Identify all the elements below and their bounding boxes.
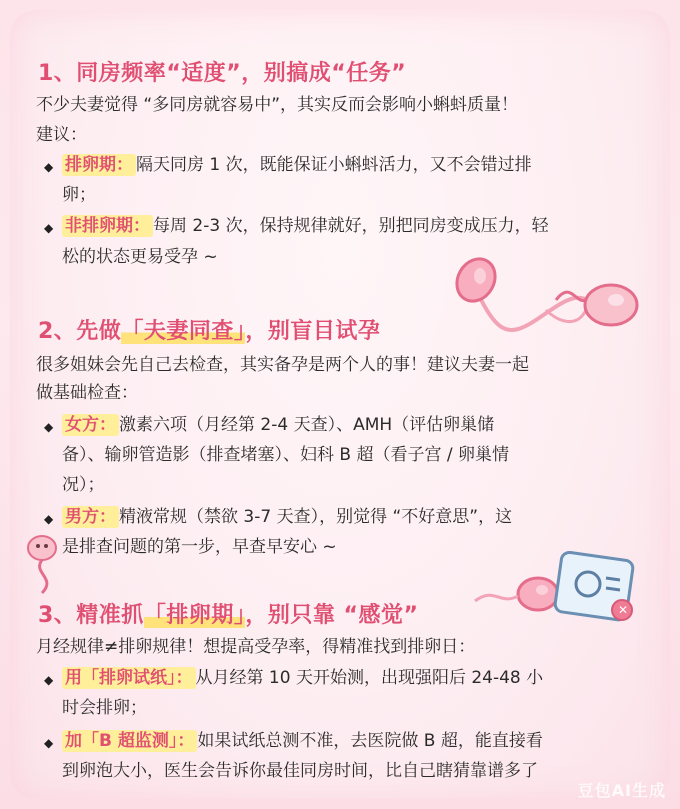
section3-title: [38, 598, 418, 629]
section2-item-male: [62, 502, 652, 532]
bullet-icon: ◆: [44, 673, 54, 687]
section2-intro-line1: 很多姐妹会先自己去检查，其实备孕是两个人的事！建议夫妻一起: [36, 355, 529, 375]
clipboard-chart-icon: [548, 548, 638, 628]
section2-title-prefix: 2、先做: [38, 319, 122, 344]
item-text: 从月经第 10 天开始测，出现强阳后 24-48 小: [195, 668, 544, 688]
section2-item-female-cont1: 备）、输卵管造影（排查堵塞）、妇科 B 超（看子宫 / 卵巢情: [62, 445, 510, 465]
section3-item-test-strip-cont: 时会排卵；: [62, 698, 147, 718]
section1-advice-label: 建议：: [36, 125, 87, 145]
sperm-illustration-left: [12, 528, 82, 598]
section1-item-ovulation-cont: 卵；: [62, 185, 96, 205]
sperm-illustration-top: [436, 250, 646, 360]
section3-intro: 月经规律≠排卵规律！想提高受孕率，得精准找到排卵日：: [36, 637, 476, 657]
section2-intro-line2: 做基础检查：: [36, 383, 138, 403]
section2-title-highlight: 「夫妻同查」: [121, 319, 246, 344]
section3-title-suffix: ，别只靠 “感觉”: [245, 603, 419, 628]
section1-item-non-ovulation-cont: 松的状态更易受孕 ~: [62, 247, 218, 267]
term-highlight: 加「B 超监测」：: [62, 730, 197, 752]
section2-title: [38, 314, 380, 345]
section1-item-ovulation: [62, 150, 652, 180]
ai-generated-watermark: 豆包AI生成: [577, 781, 666, 800]
bullet-icon: ◆: [44, 420, 54, 434]
item-text: 精液常规（禁欲 3-7 天查），别觉得 “不好意思”，这: [119, 507, 513, 527]
item-text: 如果试纸总测不准，去医院做 B 超，能直接看: [197, 731, 543, 751]
section3-item-ultrasound-cont: 到卵泡大小，医生会告诉你最佳同房时间，比自己瞎猜靠谱多了: [62, 761, 538, 781]
section1-title-quote: “适度”: [166, 61, 242, 86]
term-highlight: 排卵期：: [62, 154, 136, 176]
section2-item-female-cont2: 况）；: [62, 475, 105, 495]
section3-item-ultrasound: [62, 726, 662, 756]
term-highlight: 男方：: [62, 506, 119, 528]
section1-item-non-ovulation: [62, 211, 662, 241]
section1-title-suffix: ，别搞成“任务”: [241, 61, 407, 86]
item-text: 隔天同房 1 次，既能保证小蝌蚪活力，又不会错过排: [136, 155, 532, 175]
section2-title-suffix: ，别盲目试孕: [245, 319, 381, 344]
section3-title-prefix: 3、精准抓: [38, 603, 144, 628]
section1-title: [38, 56, 406, 87]
section1-title-prefix: 1、同房频率: [38, 61, 167, 86]
bullet-icon: ◆: [44, 736, 54, 750]
section2-item-female: [62, 410, 652, 440]
section2-item-male-cont: 是排查问题的第一步，早查早安心 ~: [62, 537, 337, 557]
bullet-icon: ◆: [44, 160, 54, 174]
item-text: 激素六项（月经第 2-4 天查）、AMH（评估卵巢储: [119, 415, 495, 435]
section1-intro: 不少夫妻觉得 “多同房就容易中”，其实反而会影响小蝌蚪质量！: [36, 95, 519, 115]
bullet-icon: ◆: [44, 512, 54, 526]
bullet-icon: ◆: [44, 221, 54, 235]
term-highlight: 非排卵期：: [62, 215, 153, 237]
section3-item-test-strip: [62, 663, 662, 693]
term-highlight: 用「排卵试纸」：: [62, 667, 196, 689]
item-text: 每周 2-3 次，保持规律就好，别把同房变成压力，轻: [153, 216, 549, 236]
svg-text:✕: ✕: [618, 603, 629, 617]
section3-title-highlight: 「排卵期」: [143, 603, 246, 628]
term-highlight: 女方：: [62, 414, 119, 436]
